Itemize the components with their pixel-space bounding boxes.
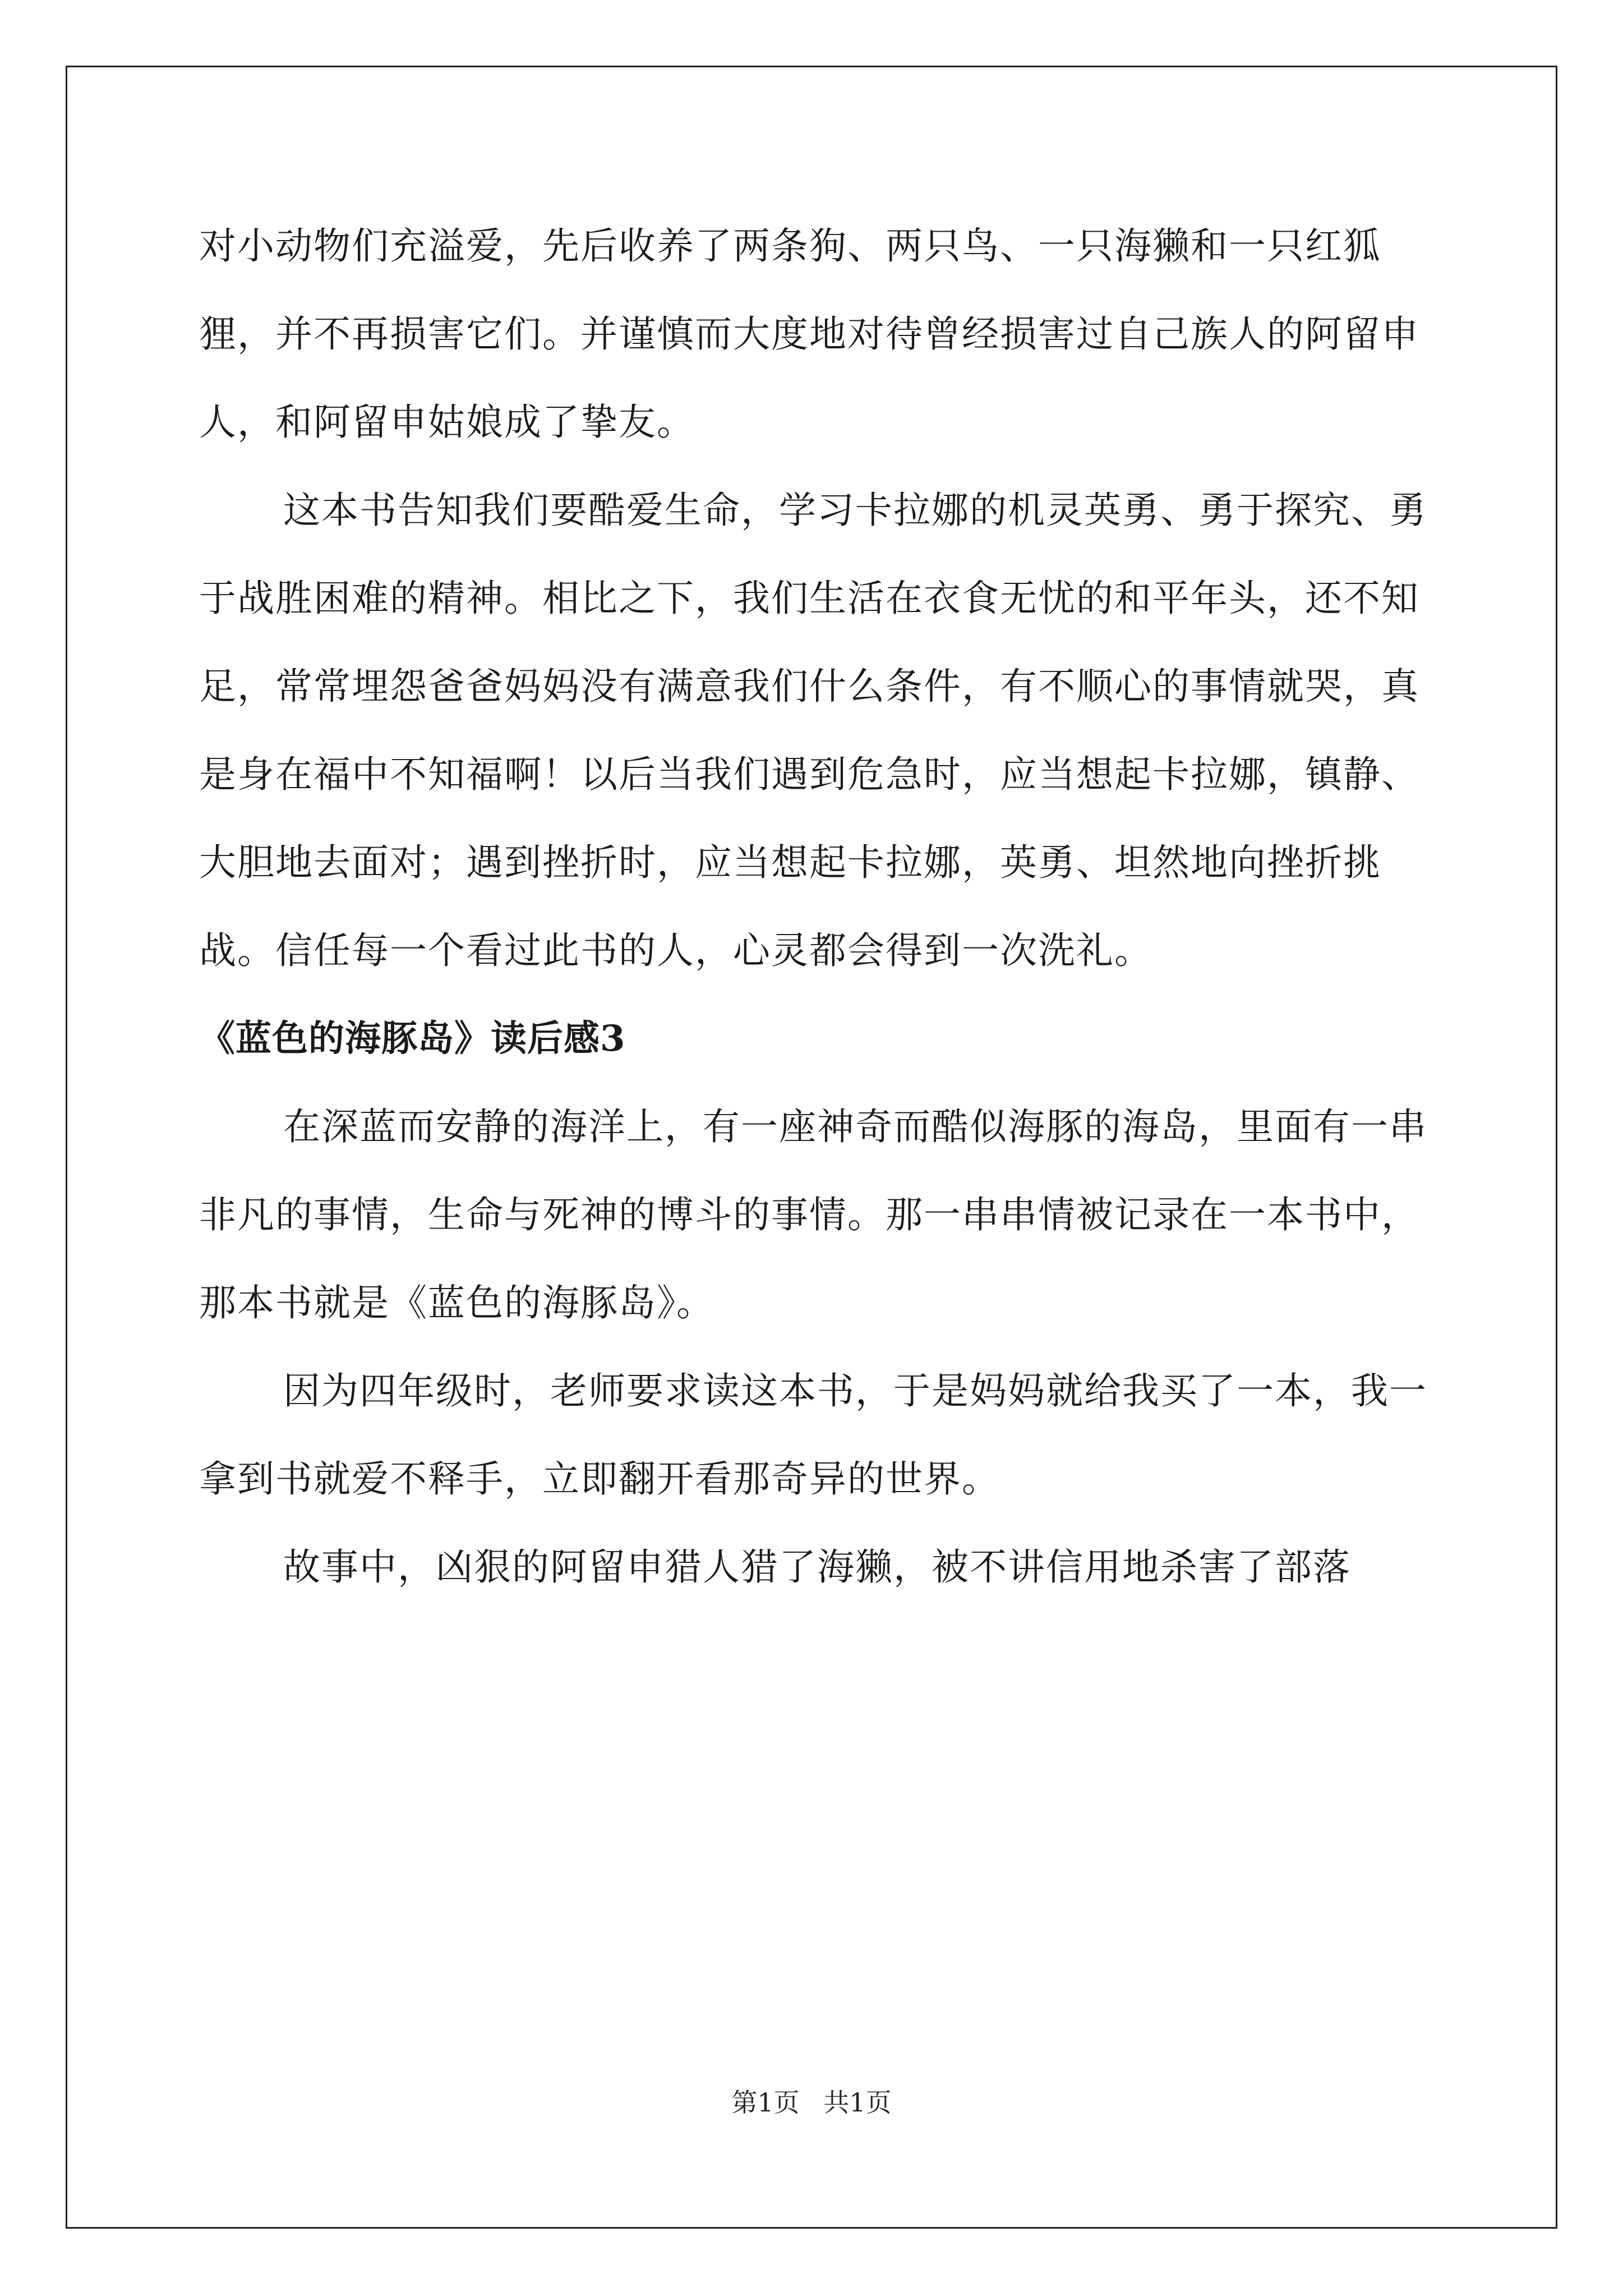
- paragraph-5: 故事中，凶狠的阿留申猎人猎了海獭，被不讲信用地杀害了部落: [283, 1545, 1351, 1589]
- paragraph-3: 在深蓝而安静的海洋上，有一座神奇而酷似海豚的海岛，里面有一串非凡的事情，生命与死神的博斗的事情。那一串串情被记录在一本书中，那本书就是《蓝色的海豚岛》。: [199, 1105, 1427, 1324]
- section-heading: 《蓝色的海豚岛》读后感3: [199, 1018, 626, 1060]
- paragraph-1: 对小动物们充溢爱，先后收养了两条狗、两只鸟、一只海獭和一只红狐狸，并不再损害它们。并谨慎而大度地对待曾经损害过自己族人的阿留申人，和阿留申姑娘成了挚友。: [199, 224, 1419, 444]
- document-body: [199, 202, 1433, 1611]
- page-number: 第1页: [731, 2087, 800, 2118]
- page-footer: [0, 2082, 1623, 2119]
- paragraph-2: 这本书告知我们要酷爱生命，学习卡拉娜的机灵英勇、勇于探究、勇于战胜困难的精神。相比之下，我们生活在衣食无忧的和平年头，还不知足，常常埋怨爸爸妈妈没有满意我们什么条件，有不顺心的事情就哭，真是身在福中不知福啊！以后当我们遇到危急时，应当想起卡拉娜，镇静、大胆地去面对；遇到挫折时，应当想起卡拉娜，英勇、坦然地向挫折挑战。信任每一个看过此书的人，心灵都会得到一次洗礼。: [199, 489, 1427, 972]
- page-total: 共1页: [823, 2087, 892, 2118]
- paragraph-4: 因为四年级时，老师要求读这本书，于是妈妈就给我买了一本，我一拿到书就爱不释手，立即翻开看那奇异的世界。: [199, 1369, 1427, 1501]
